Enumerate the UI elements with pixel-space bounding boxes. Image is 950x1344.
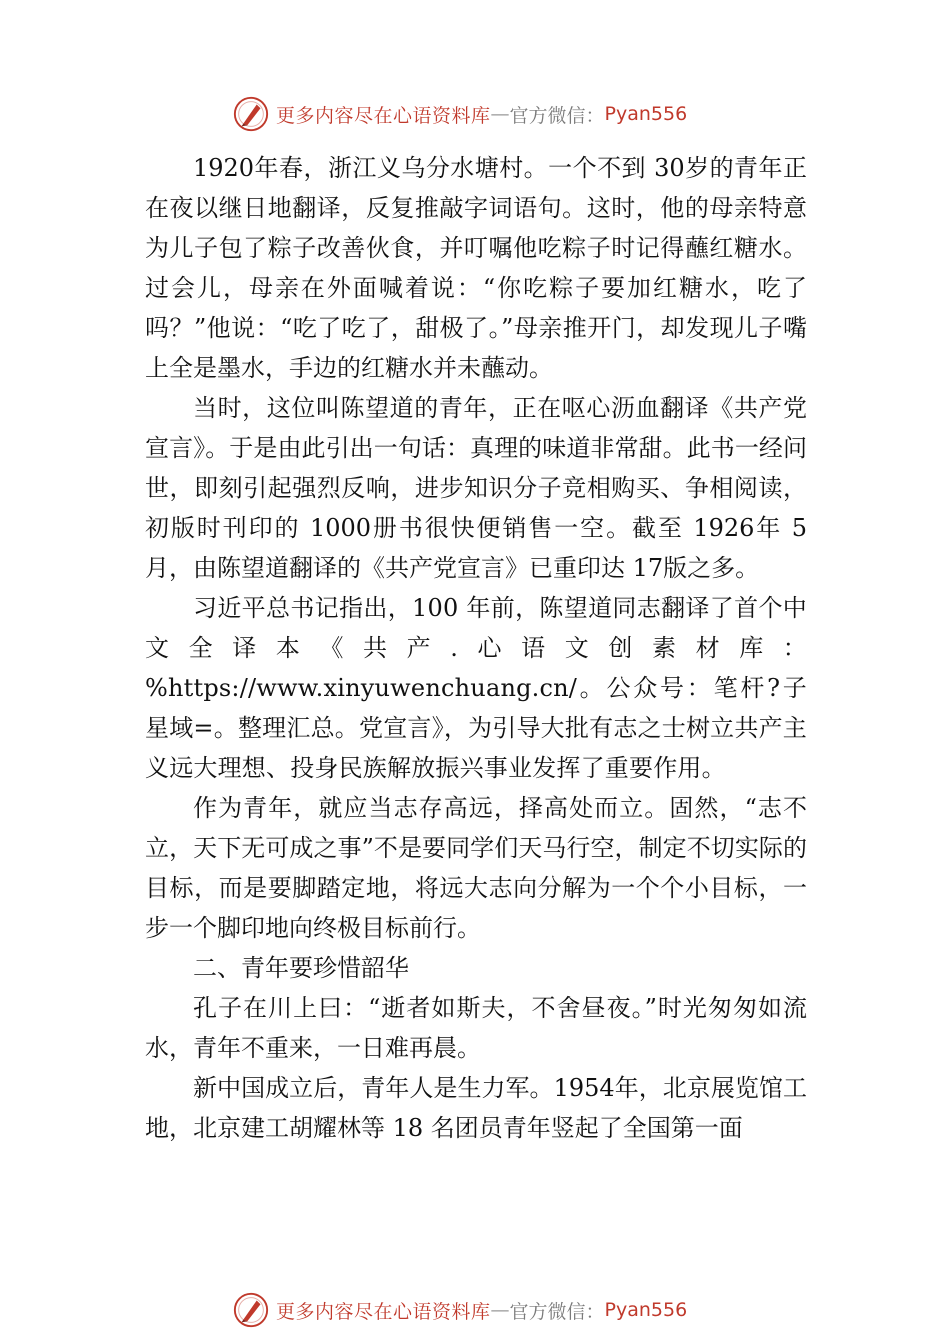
banner-text: 更多内容尽在心语资料库 — [276, 1300, 491, 1323]
header-banner — [232, 94, 752, 134]
wechat-label: 官方微信： — [509, 104, 605, 127]
paragraph-4: 作为青年，就应当志存高远，择高处而立。固然，“志不立，天下无可成之事”不是要同学们天马行空，制定不切实际的目标，而是要脚踏定地，将远大志向分解为一个个小目标，一步一个脚印地向终极目标前行。 — [145, 794, 807, 942]
banner-separator: — — [490, 103, 510, 125]
banner-text: 更多内容尽在心语资料库 — [276, 104, 491, 127]
wechat-id: Pyan556 — [604, 1299, 688, 1321]
section-heading: 二、青年要珍惜韶华 — [193, 954, 409, 982]
paragraph-2: 当时，这位叫陈望道的青年，正在呕心沥血翻译《共产党宣言》。于是由此引出一句话：真理的味道非常甜。此书一经问世，即刻引起强烈反响，进步知识分子竞相购买、争相阅读，初版时刊印的 1000册书很快便销售一空。截至 1926年 5月，由陈望道翻译的《共产党宣言》已重印达 17版之多。 — [145, 394, 807, 582]
paragraph-1: 1920年春，浙江义乌分水塘村。一个不到 30岁的青年正在夜以继日地翻译，反复推敲字词语句。这时，他的母亲特意为儿子包了粽子改善伙食，并叮嘱他吃粽子时记得蘸红糖水。过会儿，母亲在外面喊着说：“你吃粽子要加红糖水，吃了吗？”他说：“吃了吃了，甜极了。”母亲推开门，却发现儿子嘴上全是墨水，手边的红糖水并未蘸动。 — [145, 154, 807, 382]
wechat-id: Pyan556 — [604, 103, 688, 125]
wechat-label: 官方微信： — [509, 1300, 605, 1323]
paragraph-3: 习近平总书记指出，100 年前，陈望道同志翻译了首个中文全译本《共产.心语文创素材库：%https://www.xinyuwenchuang.cn/。公众号：笔杆?子星域=。整理汇总。党宣言》，为引导大批有志之士树立共产主义远大理想、投身民族解放振兴事业发挥了重要作用。 — [145, 594, 807, 782]
footer-banner — [232, 1290, 752, 1330]
banner-separator: — — [490, 1299, 510, 1321]
paragraph-5: 孔子在川上曰：“逝者如斯夫，不舍昼夜。”时光匆匆如流水，青年不重来，一日难再晨。 — [145, 994, 807, 1062]
pen-nib-logo-icon — [232, 1291, 270, 1329]
pen-nib-logo-icon — [232, 95, 270, 133]
document-body — [145, 148, 807, 1148]
paragraph-6: 新中国成立后，青年人是生力军。1954年，北京展览馆工地，北京建工胡耀林等 18 名团员青年竖起了全国第一面 — [145, 1074, 807, 1142]
